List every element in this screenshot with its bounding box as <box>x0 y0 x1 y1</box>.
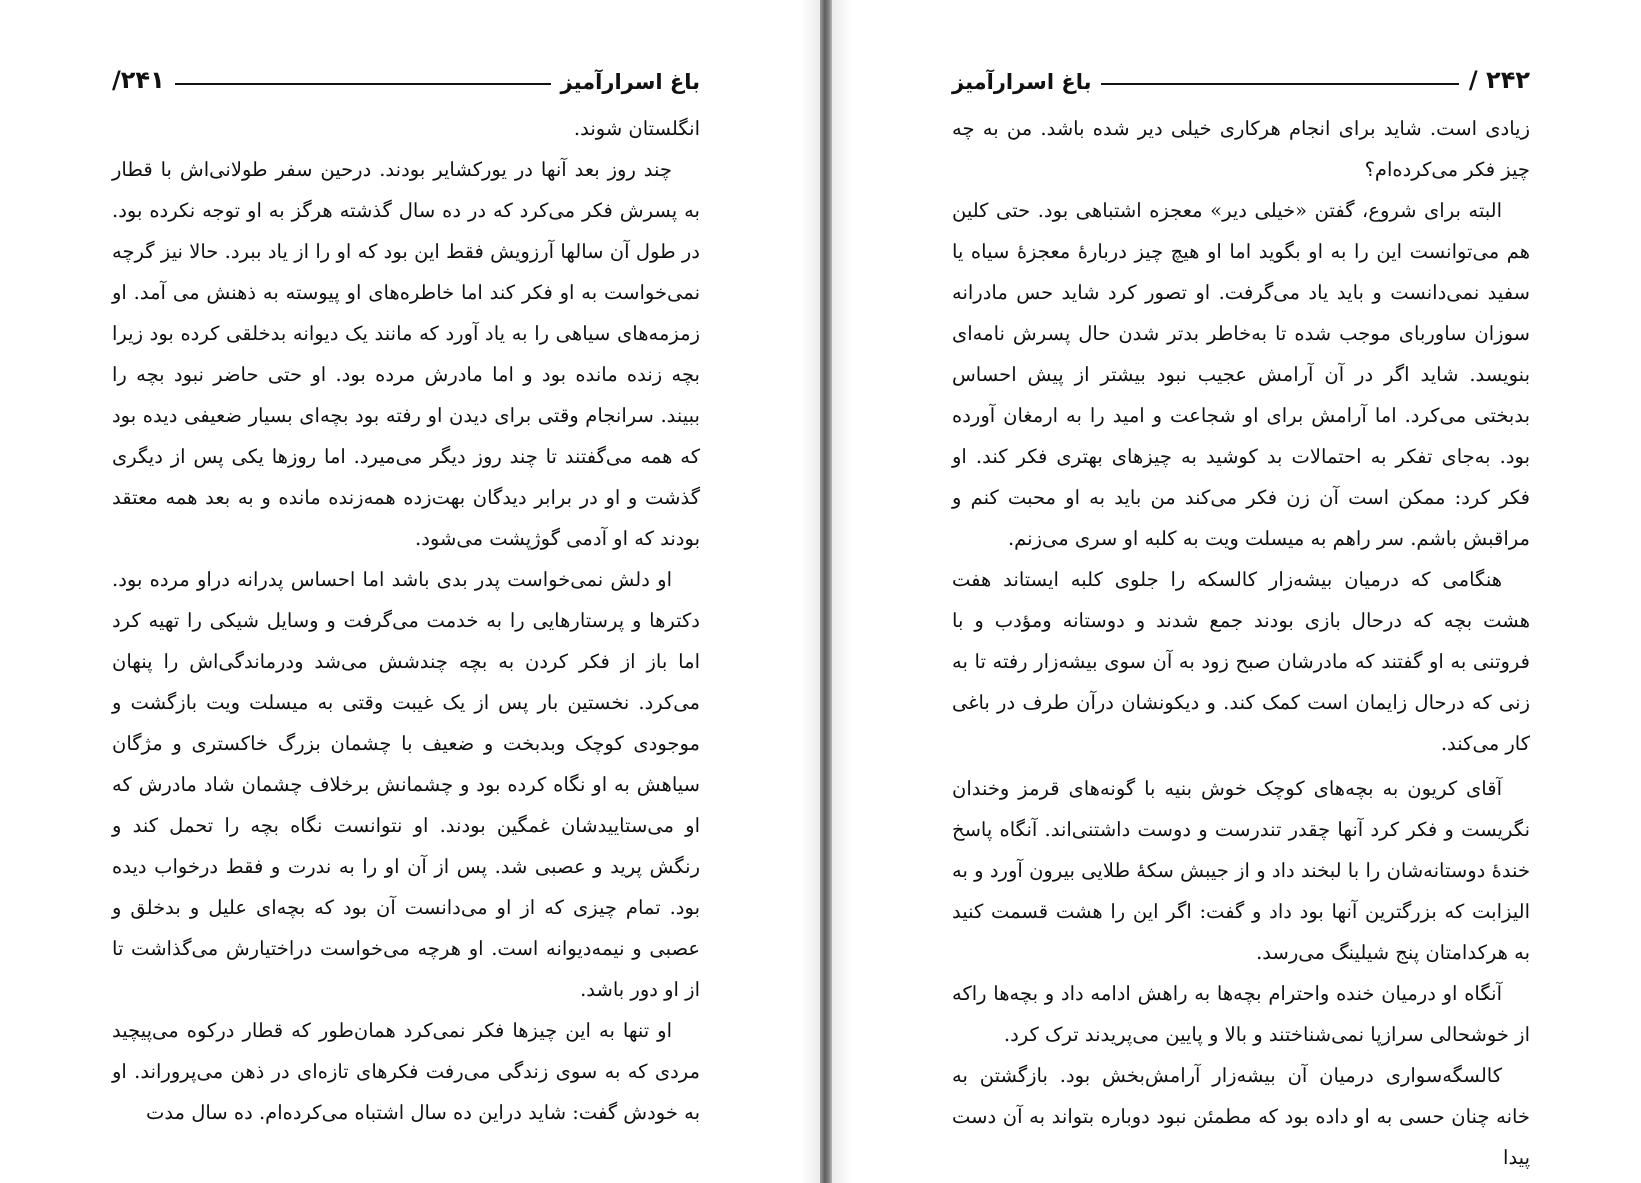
right-page-number: ۲۴۲ / <box>1468 66 1530 94</box>
spine-shadow-left <box>800 0 820 1183</box>
left-page-number: ۲۴۱/ <box>112 66 165 94</box>
paragraph: آنگاه او درمیان خنده واحترام بچه‌ها به راهش ادامه داد و بچه‌ها راکه از خوشحالی سرازپا نمی‌شناختند و بالا و پایین می‌پریدند ترک کرد. <box>952 982 1530 1046</box>
left-running-title: باغ اسرارآمیز <box>560 70 700 94</box>
right-page-body <box>952 108 1530 1178</box>
paragraph: زیادی است. شاید برای انجام هرکاری خیلی دیر شده باشد. من به چه چیز فکر می‌کرده‌ام؟ <box>952 117 1530 181</box>
book-spine <box>820 0 832 1183</box>
paragraph: انگلستان شوند. <box>573 117 700 140</box>
paragraph: چند روز بعد آنها در یورکشایر بودند. درحین سفر طولانی‌اش با قطار به پسرش فکر می‌کرد که در ده سال گذشته هرگز به او توجه نکرده بود. در طول آن سالها آرزویش فقط این بود که او را از یاد ببرد. حالا نیز گرچه نمی‌خواست به او فکر کند اما خاطره‌های او پیوسته به ذهنش می آمد. او زمزمه‌های سیاهی را به یاد آورد که مانند یک دیوانه بدخلقی کرده بود زیرا بچه زنده مانده بود و اما مادرش مرده بود. او حتی حاضر نبود بچه را ببیند. سرانجام وقتی برای دیدن او رفته بود بچه‌ای بسیار ضعیفی دیده بود که همه می‌گفتند تا چند روز دیگر می‌میرد. اما روزها یکی پس از دیگری گذشت و او در برابر دیدگان بهت‌زده همه‌زنده مانده و به بعد همه معتقد بودند که او آدمی گوژپشت می‌شود. <box>112 158 700 550</box>
paragraph: کالسگه‌سواری درمیان آن بیشه‌زار آرامش‌بخش بود. بازگشتن به خانه چنان حسی به او داده بود که مطمئن نبود دوباره بتواند به آن دست پیدا <box>952 1064 1530 1169</box>
right-page-header <box>952 58 1530 94</box>
right-header-rule <box>1101 83 1458 85</box>
left-page-header <box>112 58 700 94</box>
spine-shadow-right <box>832 0 852 1183</box>
paragraph: او دلش نمی‌خواست پدر بدی باشد اما احساس پدرانه دراو مرده بود. دکترها و پرستارهایی را به خدمت می‌گرفت و وسایل شیکی را تهیه کرد اما باز از فکر کردن به بچه چندشش می‌شد ودرماندگی‌اش را پنهان می‌کرد. نخستین بار پس از یک غیبت وقتی به میسلت ویت بازگشت و موجودی کوچک وبدبخت و ضعیف با چشمان بزرگ خاکستری و مژگان سیاهش به او نگاه کرده بود و چشمانش برخلاف چشمان شاد مادرش که او می‌ستاییدشان غمگین بودند. او نتوانست نگاه بچه را تحمل کند و رنگش پرید و عصبی شد. پس از آن او را به ندرت و فقط درخواب دیده بود. تمام چیزی که از او می‌دانست آن بود که بچه‌ای علیل و بدخلق و عصبی و نیمه‌دیوانه است. او هرچه می‌خواست دراختیارش می‌گذاشت تا از او دور باشد. <box>112 568 700 1001</box>
paragraph: آقای کریون به بچه‌های کوچک خوش بنیه با گونه‌های قرمز وخندان نگریست و فکر کرد آنها چقدر تندرست و دوست داشتنی‌اند. آنگاه پاسخ خندهٔ دوستانه‌شان را با لبخند داد و از جیبش سکهٔ طلایی بیرون آورد و به الیزابت که بزرگترین آنها بود داد و گفت: اگر این را هشت قسمت کنید به هرکدامتان پنج شیلینگ می‌رسد. <box>952 777 1530 964</box>
left-page-body <box>112 108 700 1133</box>
paragraph: او تنها به این چیزها فکر نمی‌کرد همان‌طور که قطار درکوه می‌پیچید مردی که به سوی زندگی می‌رفت فکرهای تازه‌ای در ذهن می‌پروراند. او به خودش گفت: شاید دراین ده سال اشتباه می‌کرده‌ام. ده سال مدت <box>112 1019 700 1124</box>
left-page <box>112 58 700 1133</box>
paragraph: البته برای شروع، گفتن «خیلی دیر» معجزه اشتباهی بود. حتی کلین هم می‌توانست این را به او بگوید اما او هیچ چیز دربارهٔ معجزهٔ سیاه یا سفید نمی‌دانست و باید یاد می‌گرفت. او تصور کرد شاید حس مادرانه سوزان ساوربای موجب شده تا به‌خاطر بدتر شدن حال پسرش نامه‌ای بنویسد. شاید اگر در آن آرامش عجیب نبود بیشتر از پیش احساس بدبختی می‌کرد. اما آرامش برای او شجاعت و امید را به ارمغان آورده بود. به‌جای تفکر به احتمالات بد کوشید به چیزهای بهتری فکر کند. او فکر کرد: ممکن است آن زن فکر می‌کند من باید به او محبت کنم و مراقبش باشم. سر راهم به میسلت ویت به کلبه او سری می‌زنم. <box>952 199 1530 550</box>
paragraph: هنگامی که درمیان بیشه‌زار کالسکه را جلوی کلبه ایستاند هفت هشت بچه که درحال بازی بودند جمع شدند و دوستانه ومؤدب و با فروتنی به او گفتند که مادرشان صبح زود به آن سوی بیشه‌زار رفته تا به زنی که درحال زایمان است کمک کند. و دیکونشان درآن طرف در باغی کار می‌کند. <box>952 568 1530 755</box>
left-header-rule <box>175 83 551 85</box>
right-running-title: باغ اسرارآمیز <box>952 70 1092 94</box>
right-page <box>952 58 1530 1178</box>
